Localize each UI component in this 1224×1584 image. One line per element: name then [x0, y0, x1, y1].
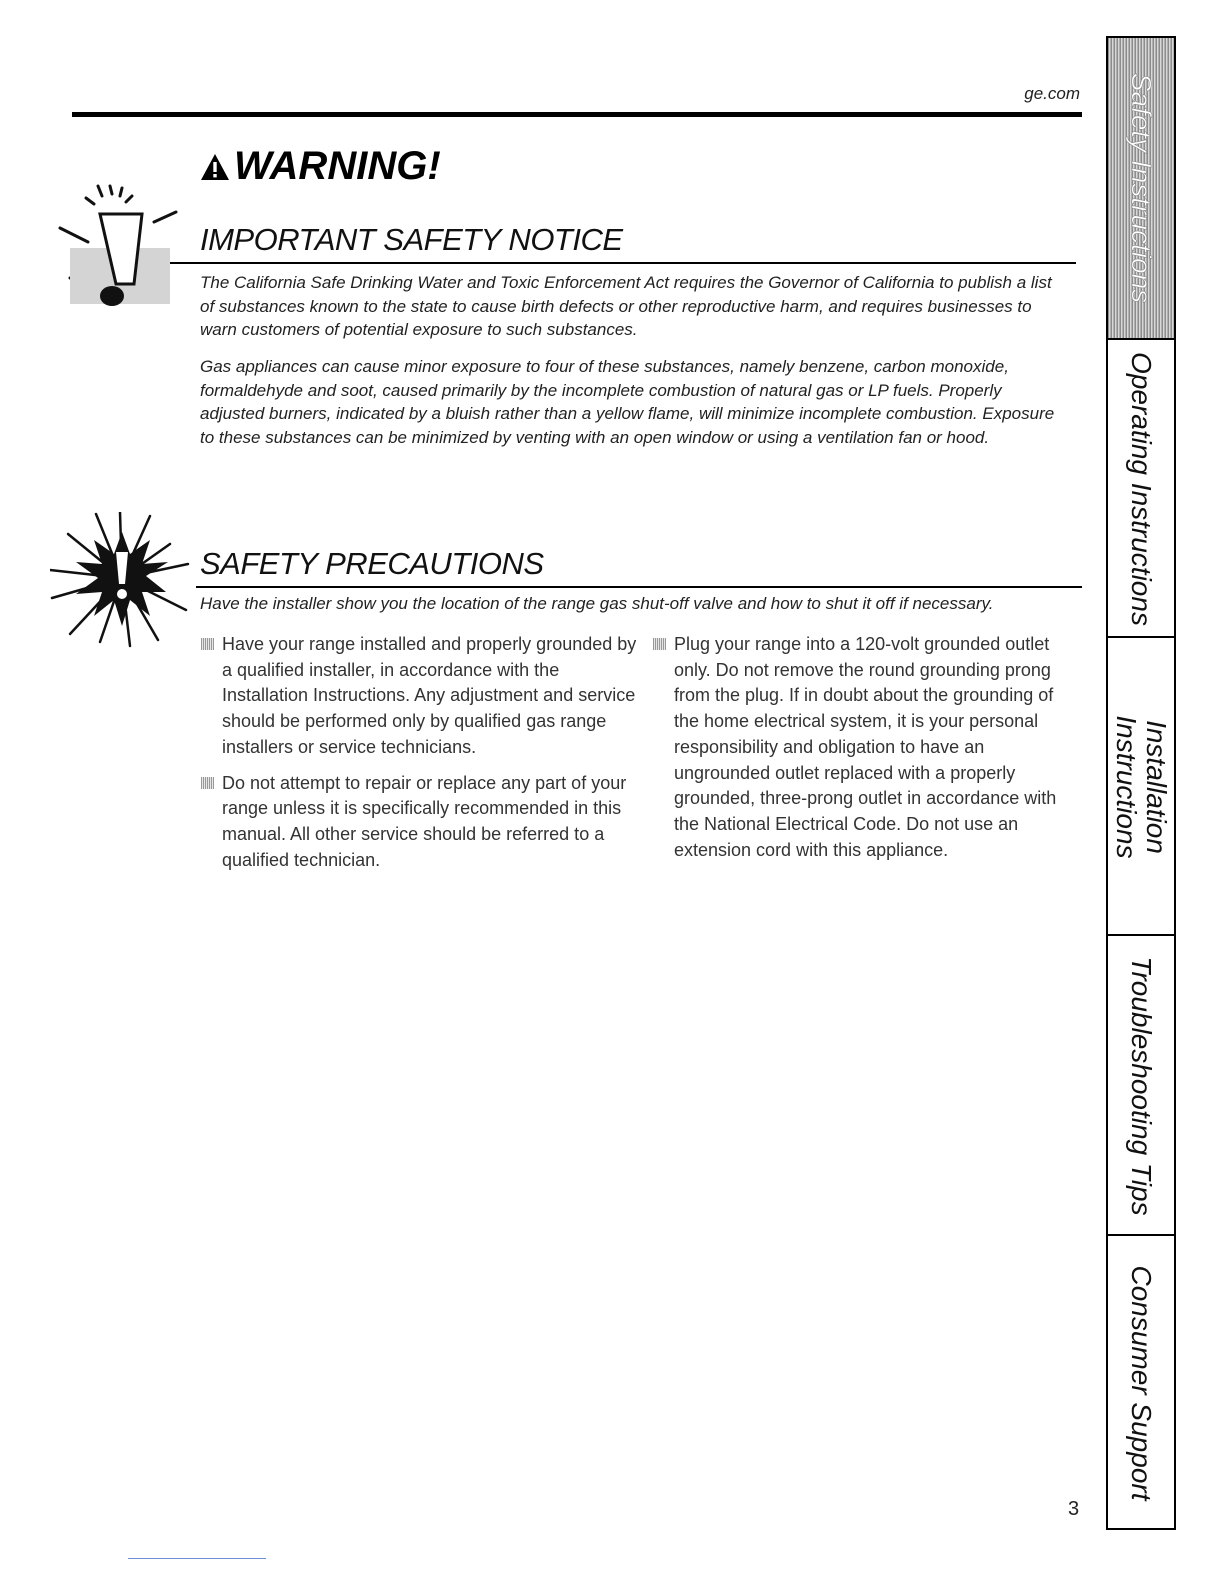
tab-operating-instructions[interactable]: Operating Instructions	[1108, 338, 1174, 638]
precautions-right-column	[652, 632, 1072, 873]
starburst-alert-icon	[50, 512, 192, 648]
list-item: Have your range installed and properly grounded by a qualified installer, in accordance with the Installation Instructions. Any adjustment and service should be performed only by qualified gas range installers or service technicians.	[200, 632, 640, 761]
site-url: ge.com	[1024, 84, 1080, 103]
precautions-left-column	[200, 632, 640, 883]
bullet-icon	[201, 638, 214, 650]
warning-heading	[200, 144, 441, 189]
warning-triangle-icon	[200, 153, 230, 181]
footer-link-line	[128, 1558, 266, 1559]
bullet-icon	[653, 638, 666, 650]
page-number: 3	[1068, 1498, 1080, 1520]
exclamation-alert-icon	[56, 184, 184, 314]
precautions-rule	[196, 586, 1082, 588]
tab-consumer-support[interactable]: Consumer Support	[1108, 1234, 1174, 1530]
tab-installation-instructions[interactable]: Installation Instructions	[1108, 636, 1174, 936]
notice-paragraph: Gas appliances can cause minor exposure to four of these substances, namely benzene, carbon monoxide, formaldehyde and soot, caused primarily by the incomplete combustion of natural gas or LP fuels. Properly adjusted burners, indicated by a bluish rather than a yellow flame, will minimize incomplete combustion. Exposure to these substances can be minimized by venting with an open window or using a ventilation fan or hood.	[200, 357, 1055, 447]
section-tabs	[1106, 36, 1176, 1530]
notice-paragraph: The California Safe Drinking Water and Toxic Enforcement Act requires the Governor of California to publish a list of substances known to the state to cause birth defects or other reproductive harm, and requires businesses to warn customers of potential exposure to such substances.	[200, 273, 1052, 339]
notice-title: IMPORTANT SAFETY NOTICE	[200, 222, 623, 257]
warning-title: WARNING!	[234, 144, 441, 188]
list-item: Do not attempt to repair or replace any part of your range unless it is specifically recommended in this manual. All other service should be referred to a qualified technician.	[200, 771, 640, 874]
notice-rule	[170, 262, 1076, 264]
precautions-title: SAFETY PRECAUTIONS	[200, 546, 544, 581]
tab-troubleshooting-tips[interactable]: Troubleshooting Tips	[1108, 934, 1174, 1236]
precautions-lead: Have the installer show you the location of the range gas shut-off valve and how to shut it off if necessary.	[200, 594, 994, 613]
header-rule	[72, 112, 1082, 117]
list-item: Plug your range into a 120-volt grounded outlet only. Do not remove the round grounding prong from the plug. If in doubt about the grounding of the home electrical system, it is your personal responsibility and obligation to have an ungrounded outlet replaced with a properly grounded, three-prong outlet in accordance with the National Electrical Code. Do not use an extension cord with this appliance.	[652, 632, 1072, 863]
bullet-icon	[201, 777, 214, 789]
tab-safety-instructions[interactable]: Safety Instructions	[1108, 38, 1174, 338]
